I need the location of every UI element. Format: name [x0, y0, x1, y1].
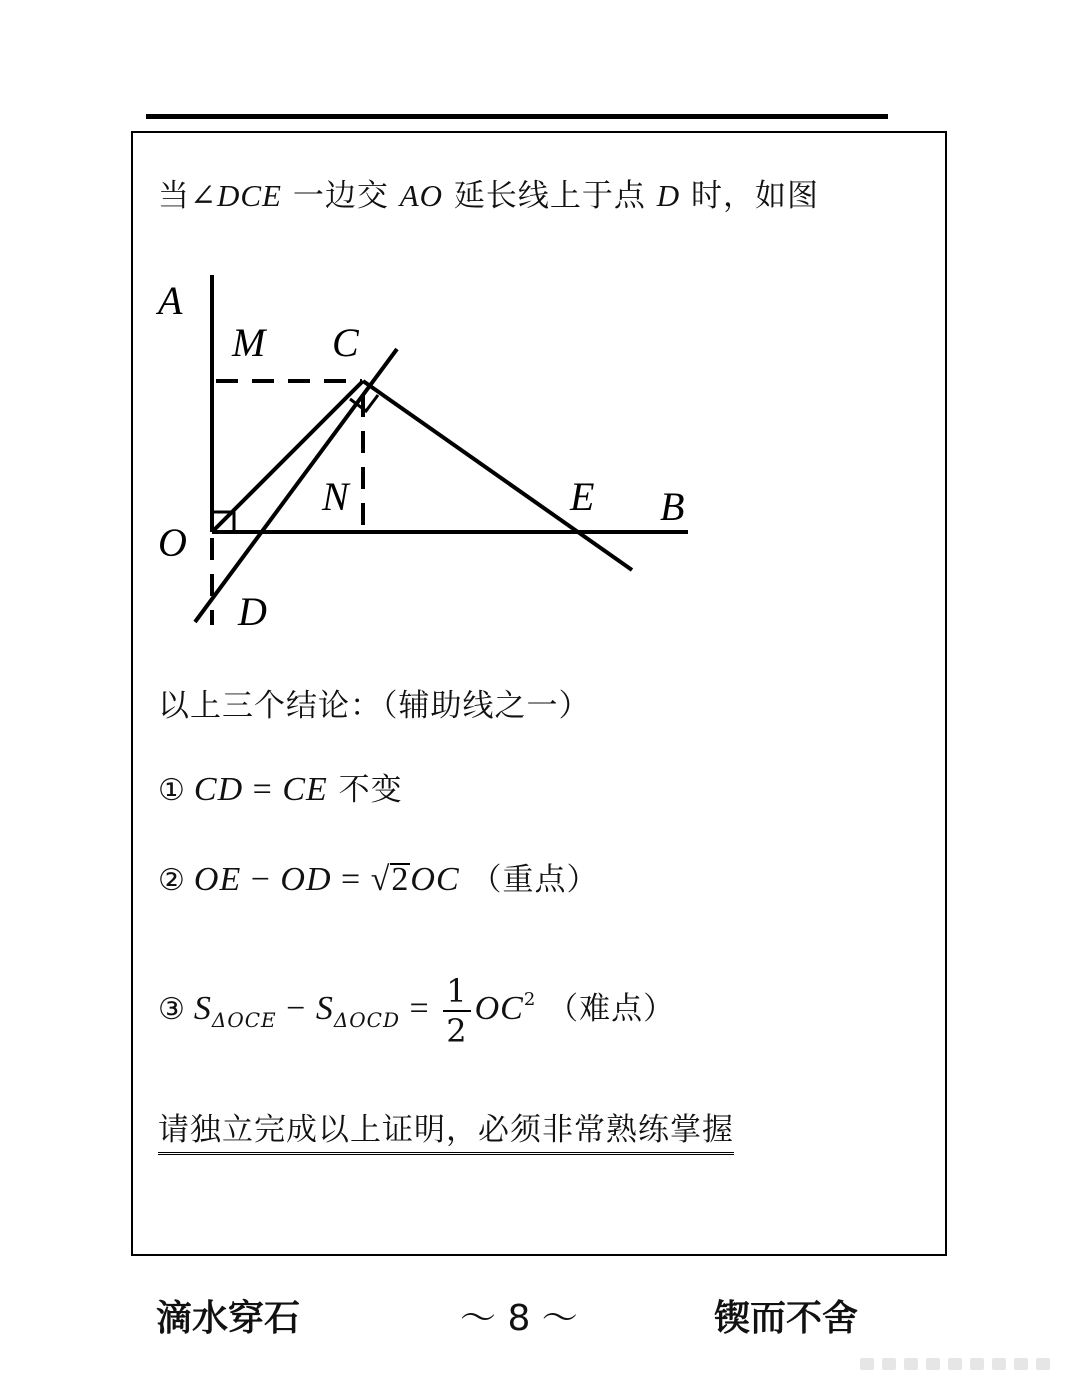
c2-oe: OE: [193, 861, 242, 898]
fraction-half: [443, 972, 470, 1050]
watermark-dots-icon: [820, 1354, 1060, 1374]
instruction-text: 请独立完成以上证明，必须非常熟练掌握: [158, 1112, 734, 1155]
conclusions-heading: 以上三个结论：（辅助线之一）: [158, 688, 591, 724]
c2-oc: OC: [410, 861, 460, 898]
c3-minus: −: [276, 990, 316, 1027]
geometry-figure: [150, 270, 710, 625]
c3-exponent: 2: [523, 989, 537, 1010]
label-b: B: [660, 484, 685, 529]
intro-text-2: 一边交: [281, 178, 400, 214]
c3-s1: S: [193, 990, 212, 1027]
intro-line: [158, 176, 819, 216]
sqrt-symbol: √2: [370, 861, 410, 898]
label-e: E: [570, 474, 595, 519]
page-number: ～ 8 ～: [460, 1298, 578, 1339]
c3-note: （难点）: [536, 991, 676, 1027]
angle-dce: DCE: [216, 178, 282, 213]
c2-eq: =: [331, 861, 371, 898]
intro-text-1: 当∠: [158, 178, 217, 214]
conclusion-3: [158, 960, 675, 1060]
conclusion-1: [158, 770, 403, 811]
segment-ao: AO: [399, 178, 444, 213]
intro-text-4: 时，如图: [680, 178, 819, 214]
c1-note: 不变: [327, 772, 403, 808]
label-m: M: [232, 320, 266, 365]
c2-minus: −: [241, 861, 281, 898]
c2-note: （重点）: [459, 862, 599, 898]
point-d: D: [656, 178, 681, 213]
conclusion-2: [158, 860, 598, 901]
fraction-denominator: 2: [446, 1011, 468, 1050]
label-c: C: [332, 320, 359, 365]
footer-left: 滴水穿石: [156, 1298, 301, 1339]
c3-sub1: ΔOCE: [211, 1008, 277, 1032]
c3-sub2: ΔOCD: [333, 1008, 401, 1032]
fraction-numerator: 1: [443, 972, 470, 1012]
c2-od: OD: [280, 861, 332, 898]
top-rule: [146, 114, 888, 119]
label-n: N: [322, 474, 349, 519]
label-o: O: [158, 520, 187, 565]
c3-s2: S: [315, 990, 334, 1027]
marker-2: ②: [158, 863, 186, 898]
c1-lhs: CD: [193, 771, 244, 808]
c3-oc: OC: [474, 990, 524, 1027]
intro-text-3: 延长线上于点: [443, 178, 657, 214]
footer-right: 锲而不舍: [714, 1298, 859, 1339]
label-a: A: [158, 278, 183, 323]
c1-eq: =: [243, 771, 283, 808]
c1-rhs: CE: [282, 771, 328, 808]
marker-1: ①: [158, 773, 186, 808]
instruction-line: [158, 1110, 734, 1150]
label-d: D: [238, 589, 267, 625]
c3-eq: =: [400, 990, 440, 1027]
marker-3: ③: [158, 992, 186, 1027]
line-dc: [195, 349, 397, 622]
sqrt-radicand: 2: [391, 861, 410, 898]
